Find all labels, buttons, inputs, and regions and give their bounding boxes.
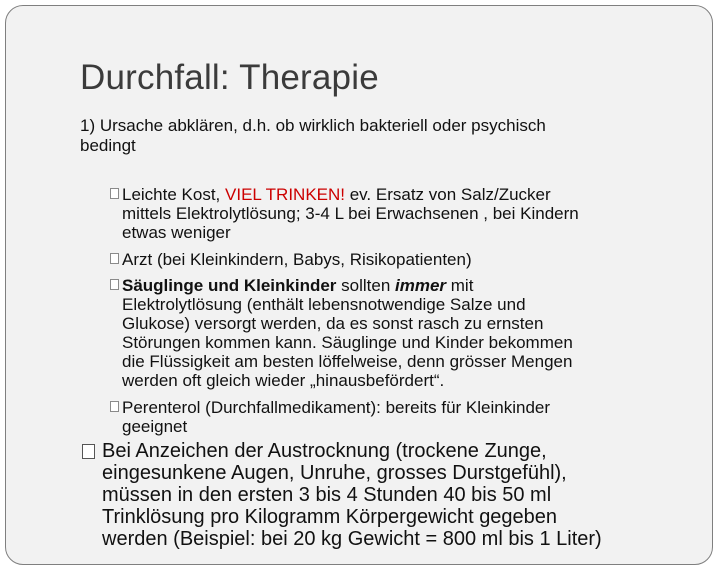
bullet-doctor (110, 250, 472, 269)
bullet-text: etwas weniger (122, 223, 231, 242)
bullet-text: Leichte Kost, (122, 185, 226, 204)
bullet-text: sollten (336, 276, 396, 295)
bullet-square-icon (82, 444, 95, 459)
bullet-text: Arzt (bei Kleinkindern, Babys, Risikopatienten) (122, 250, 472, 269)
bullet-bold-text: Säuglinge und Kleinkinder (122, 276, 337, 295)
bullet-text: mittels Elektrolytlösung; 3-4 L bei Erwachsenen , bei Kindern (122, 204, 579, 223)
bullet-square-icon (110, 401, 119, 412)
intro-line-2: bedingt (80, 136, 136, 155)
intro-text (80, 116, 670, 156)
bullet-text: die Flüssigkeit am besten löffelweise, denn grösser Mengen (122, 352, 573, 371)
bullet-light-diet (110, 185, 579, 242)
bullet-perenterol (110, 398, 550, 436)
bullet-text: Elektrolytlösung (enthält lebensnotwendige Salze und (122, 295, 526, 314)
bullet-text: geeignet (122, 417, 188, 436)
bullet-text: eingesunkene Augen, Unruhe, grosses Durstgefühl), (102, 462, 567, 484)
highlight-text: VIEL TRINKEN! (225, 185, 345, 204)
bullet-text: ev. Ersatz von Salz/Zucker (345, 185, 551, 204)
bullet-text: Perenterol (Durchfallmedikament): bereits für Kleinkinder (122, 398, 551, 417)
bullet-text: Trinklösung pro Kilogramm Körpergewicht gegeben (102, 506, 558, 528)
bullet-text: werden (Beispiel: bei 20 kg Gewicht = 800 ml bis 1 Liter) (102, 528, 602, 550)
bullet-text: müssen in den ersten 3 bis 4 Stunden 40 bis 50 ml (102, 484, 552, 506)
bullet-text: werden oft gleich wieder „hinausbefördert“. (122, 371, 445, 390)
bullet-square-icon (110, 279, 119, 290)
bullet-text: Störungen kommen kann. Säuglinge und Kinder bekommen (122, 333, 573, 352)
bullet-text: mit (446, 276, 474, 295)
bullet-text: Bei Anzeichen der Austrocknung (trockene Zunge, (102, 440, 547, 462)
bullet-text: Glukose) versorgt werden, da es sonst rasch zu ernsten (122, 314, 544, 333)
bullet-dehydration (80, 440, 602, 550)
intro-line-1: 1) Ursache abklären, d.h. ob wirklich bakteriell oder psychisch (80, 116, 546, 135)
slide-title: Durchfall: Therapie (80, 58, 379, 97)
bullet-infants (110, 276, 573, 390)
bullet-square-icon (110, 188, 119, 199)
bullet-square-icon (110, 253, 119, 264)
emphasis-text: immer (395, 276, 447, 295)
